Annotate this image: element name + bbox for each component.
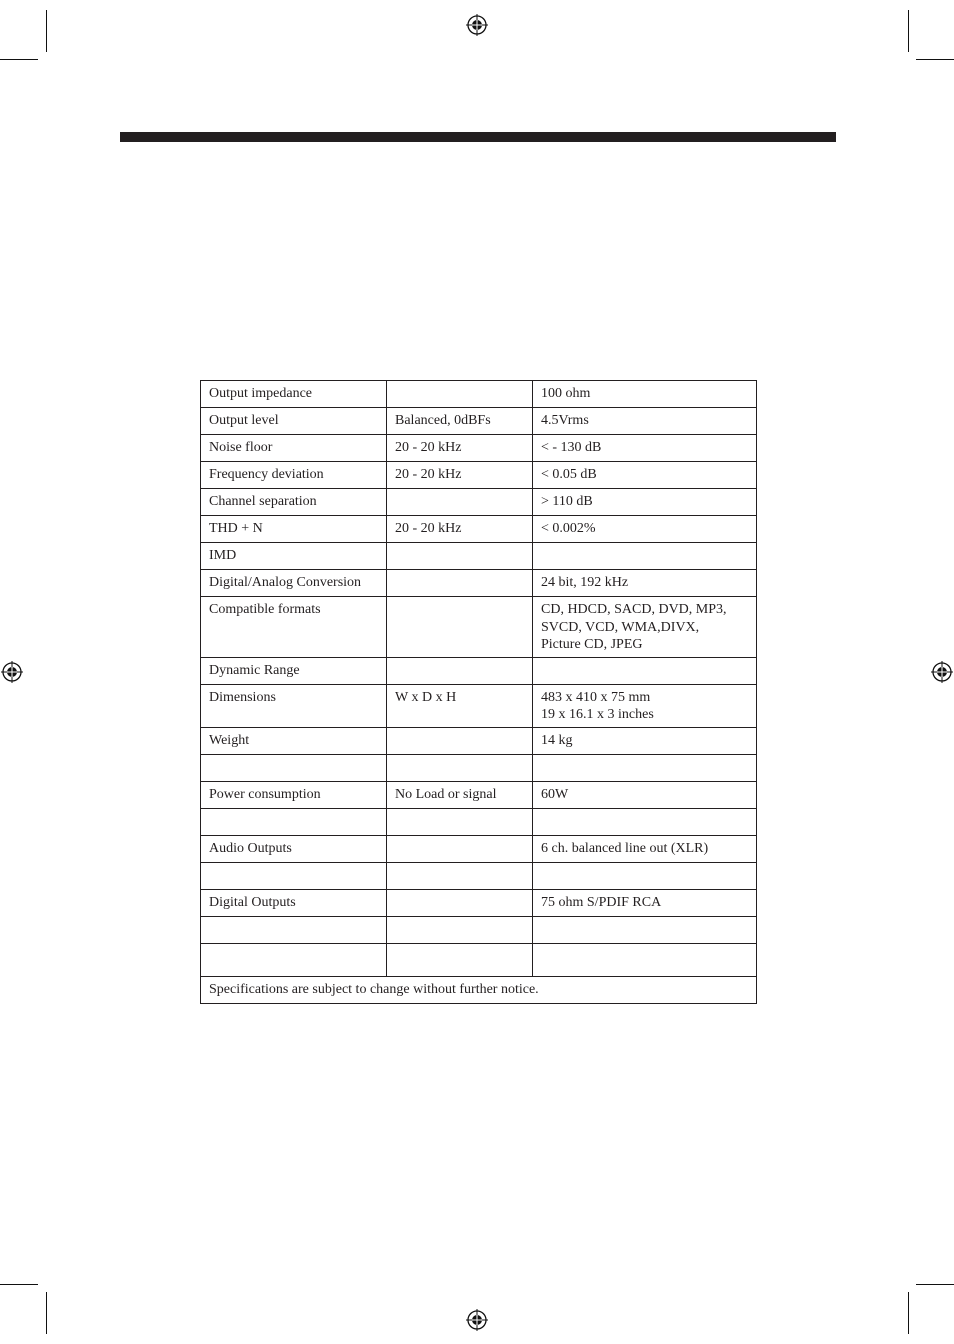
crop-mark: [916, 1284, 954, 1285]
spec-condition-cell: [387, 916, 533, 943]
registration-mark-icon: [466, 1309, 488, 1331]
spec-name-cell: [201, 862, 387, 889]
table-row: [201, 754, 757, 781]
spec-name-cell: Output level: [201, 408, 387, 435]
spec-condition-cell: [387, 808, 533, 835]
spec-value-cell: 60W: [533, 781, 757, 808]
table-row: [201, 781, 757, 808]
spec-name-cell: Output impedance: [201, 381, 387, 408]
spec-condition-cell: [387, 862, 533, 889]
spec-condition-cell: [387, 657, 533, 684]
spec-name-cell: THD + N: [201, 516, 387, 543]
table-row: [201, 889, 757, 916]
crop-mark: [0, 59, 38, 60]
spec-value-cell: 4.5Vrms: [533, 408, 757, 435]
spec-condition-cell: Balanced, 0dBFs: [387, 408, 533, 435]
spec-name-cell: Digital/Analog Conversion: [201, 570, 387, 597]
spec-value-cell: < 0.05 dB: [533, 462, 757, 489]
spec-value-cell: [533, 916, 757, 943]
spec-condition-cell: [387, 835, 533, 862]
spec-name-cell: Weight: [201, 727, 387, 754]
spec-value-cell: [533, 657, 757, 684]
spec-condition-cell: W x D x H: [387, 684, 533, 727]
crop-mark: [908, 10, 909, 52]
spec-value-cell: [533, 943, 757, 976]
header-rule: [120, 132, 836, 142]
spec-value-cell: 75 ohm S/PDIF RCA: [533, 889, 757, 916]
table-footnote-row: [201, 976, 757, 1003]
spec-name-cell: [201, 916, 387, 943]
registration-mark-icon: [466, 14, 488, 36]
table-row: [201, 516, 757, 543]
spec-value-cell: [533, 862, 757, 889]
spec-value-cell: 483 x 410 x 75 mm 19 x 16.1 x 3 inches: [533, 684, 757, 727]
spec-name-cell: IMD: [201, 543, 387, 570]
table-row: [201, 597, 757, 658]
table-row: [201, 727, 757, 754]
table-row: [201, 570, 757, 597]
table-row: [201, 835, 757, 862]
spec-condition-cell: [387, 543, 533, 570]
spec-value-cell: CD, HDCD, SACD, DVD, MP3, SVCD, VCD, WMA,DIVX, Picture CD, JPEG: [533, 597, 757, 658]
table-row: [201, 862, 757, 889]
table-row: [201, 808, 757, 835]
specifications-table: [200, 380, 757, 1004]
crop-mark: [46, 10, 47, 52]
spec-name-cell: Dynamic Range: [201, 657, 387, 684]
table-row: [201, 684, 757, 727]
crop-mark: [0, 1284, 38, 1285]
spec-name-cell: Compatible formats: [201, 597, 387, 658]
registration-mark-icon: [931, 661, 953, 683]
table-row: [201, 408, 757, 435]
spec-condition-cell: 20 - 20 kHz: [387, 462, 533, 489]
spec-value-cell: 100 ohm: [533, 381, 757, 408]
spec-name-cell: Power consumption: [201, 781, 387, 808]
spec-name-cell: Channel separation: [201, 489, 387, 516]
spec-condition-cell: [387, 597, 533, 658]
table-row: [201, 543, 757, 570]
spec-condition-cell: [387, 489, 533, 516]
table-row: [201, 381, 757, 408]
spec-name-cell: [201, 754, 387, 781]
footnote: Specifications are subject to change without further notice.: [201, 976, 757, 1003]
spec-value-cell: [533, 543, 757, 570]
spec-name-cell: Audio Outputs: [201, 835, 387, 862]
spec-value-cell: 14 kg: [533, 727, 757, 754]
spec-value-cell: > 110 dB: [533, 489, 757, 516]
spec-value-cell: 6 ch. balanced line out (XLR): [533, 835, 757, 862]
spec-condition-cell: [387, 754, 533, 781]
spec-value-cell: [533, 808, 757, 835]
crop-mark: [46, 1292, 47, 1334]
table-row: [201, 916, 757, 943]
spec-value-cell: [533, 754, 757, 781]
crop-mark: [916, 59, 954, 60]
spec-name-cell: Digital Outputs: [201, 889, 387, 916]
spec-condition-cell: [387, 381, 533, 408]
spec-name-cell: Frequency deviation: [201, 462, 387, 489]
spec-condition-cell: [387, 943, 533, 976]
spec-value-cell: 24 bit, 192 kHz: [533, 570, 757, 597]
spec-name-cell: Dimensions: [201, 684, 387, 727]
registration-mark-icon: [1, 661, 23, 683]
spec-condition-cell: [387, 727, 533, 754]
spec-condition-cell: 20 - 20 kHz: [387, 435, 533, 462]
table-row: [201, 435, 757, 462]
spec-condition-cell: [387, 570, 533, 597]
spec-value-cell: < - 130 dB: [533, 435, 757, 462]
table-row: [201, 489, 757, 516]
spec-value-cell: < 0.002%: [533, 516, 757, 543]
crop-mark: [908, 1292, 909, 1334]
table-row: [201, 462, 757, 489]
specifications-table-body: [201, 381, 757, 1004]
table-row: [201, 943, 757, 976]
table-row: [201, 657, 757, 684]
spec-condition-cell: 20 - 20 kHz: [387, 516, 533, 543]
spec-name-cell: Noise floor: [201, 435, 387, 462]
spec-condition-cell: No Load or signal: [387, 781, 533, 808]
spec-name-cell: [201, 808, 387, 835]
spec-condition-cell: [387, 889, 533, 916]
spec-name-cell: [201, 943, 387, 976]
